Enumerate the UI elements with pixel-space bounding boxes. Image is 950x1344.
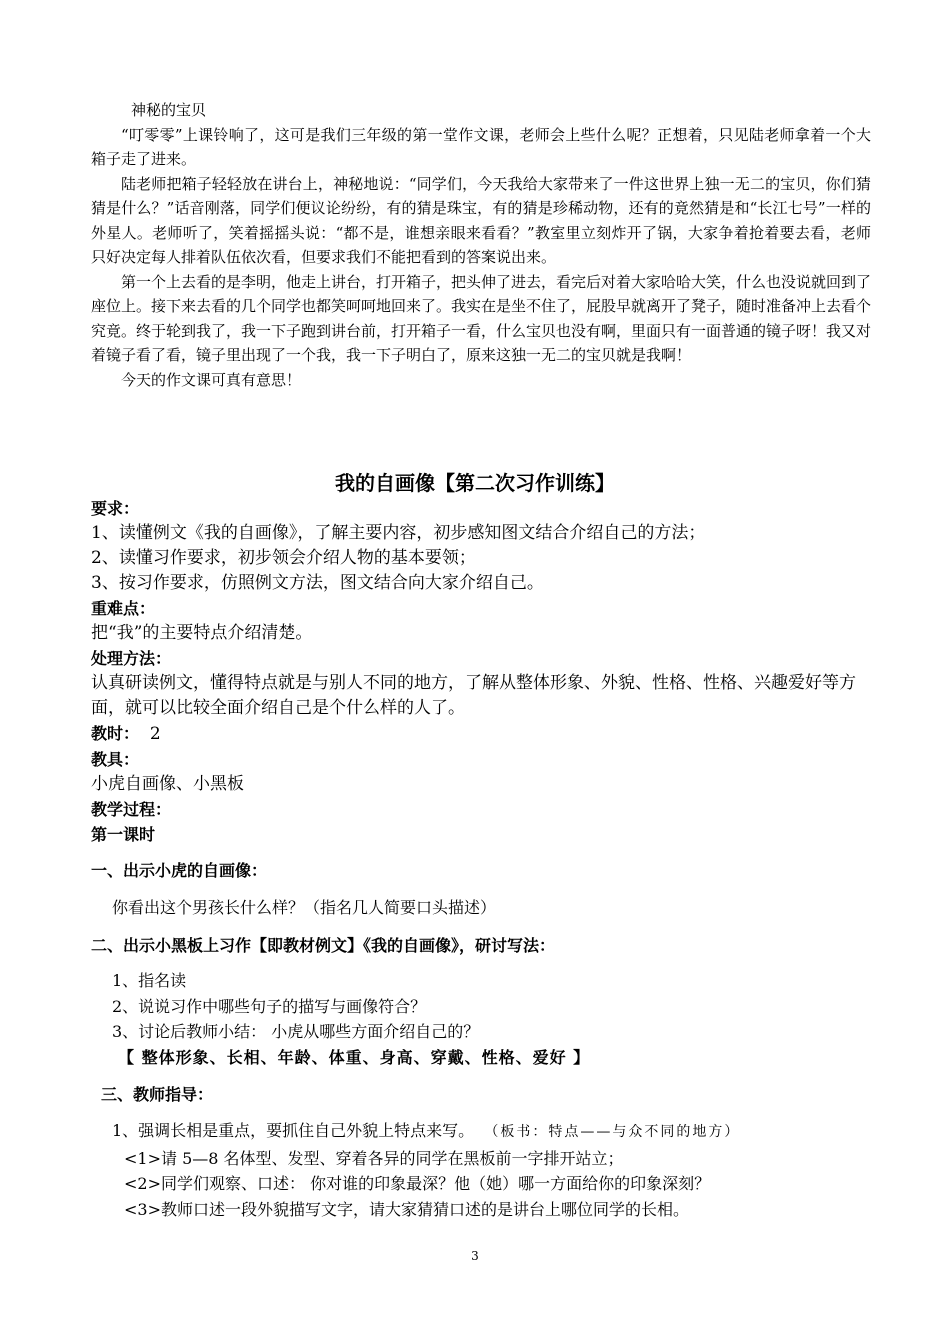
section-3-title: 三、教师指导： [101,1085,214,1104]
section-3-body [112,1118,740,1222]
lesson-heading: 我的自画像【第二次习作训练】 [335,471,615,495]
section-2-summary: 【 整体形象、长相、年龄、体重、身高、穿戴、性格、爱好 】 [118,1047,591,1067]
lesson-plan [91,496,881,847]
tools-text: 小虎自画像、小黑板 [91,774,244,794]
section-2-item: 3、讨论后教师小结： 小虎从哪些方面介绍自己的？ [112,1022,480,1041]
section-1-title: 一、出示小虎的自画像： [91,861,268,880]
essay-paragraph: 陆老师把箱子轻轻放在讲台上，神秘地说：“同学们，今天我给大家带来了一件这世界上独一无二的宝贝，你们猜猜是什么？”话音刚落，同学们便议论纷纷，有的猜是珠宝，有的猜是珍稀动物，还有的竟然猜是和“长江七号”一样的外星人。老师听了，笑着摇摇头说：“都不是，谁想亲眼来看看？”教室里立刻炸开了锅，大家争着抢着要去看，老师只好决定每人排着队伍依次看，但要求我们不能把看到的答案说出来。 [91,174,871,266]
section-2-item: 2、说说习作中哪些句子的描写与画像符合？ [112,996,427,1016]
section-3-subitem: <2>同学们观察、口述： 你对谁的印象最深？他（她）哪一方面给你的印象深刻？ [124,1174,711,1193]
method-text: 认真研读例文，懂得特点就是与别人不同的地方，了解从整体形象、外貌、性格、性格、兴趣爱好等方面，就可以比较全面介绍自己是个什么样的人了。 [91,673,856,718]
requirement-item: 1、读懂例文《我的自画像》，了解主要内容，初步感知图文结合介绍自己的方法； [91,523,706,543]
board-note: （板书：特点——与众不同的地方） [484,1124,741,1140]
hours-value: 2 [149,724,161,744]
requirements-label: 要求： [91,499,140,518]
section-2-title: 二、出示小黑板上习作【即教材例文】《我的自画像》，研讨写法： [91,936,556,955]
hours-line [91,721,881,747]
section-1-text: 你看出这个男孩长什么样？（指名几人简要口头描述） [112,898,497,917]
essay-paragraph: 今天的作文课可真有意思！ [121,370,302,389]
section-3-item [112,1118,740,1146]
section-2-body [112,968,590,1070]
key-points-label: 重难点： [91,599,156,618]
essay-paragraph: 第一个上去看的是李明，他走上讲台，打开箱子，把头伸了进去，看完后对着大家哈哈大笑，什么也没说就回到了座位上。接下来去看的几个同学也都笑呵呵地回来了。我实在是坐不住了，屁股早就离开了凳子，随时准备冲上去看个究竟。终于轮到我了，我一下子跑到讲台前，打开箱子一看，什么宝贝也没有啊，里面只有一面普通的镜子呀！我又对着镜子看了看，镜子里出现了一个我，我一下子明白了，原来这独一无二的宝贝就是我啊！ [91,272,872,364]
requirement-item: 3、按习作要求，仿照例文方法，图文结合向大家介绍自己。 [91,573,544,593]
essay-section [91,98,871,392]
section-3-subitem: <1>请 5—8 名体型、发型、穿着各异的同学在黑板前一字排开站立； [124,1148,624,1168]
essay-title: 神秘的宝贝 [131,101,207,119]
process-label: 教学过程： [91,800,172,819]
key-points-text: 把“我”的主要特点介绍清楚。 [91,623,313,643]
hours-label: 教时： [91,724,140,743]
essay-paragraph: “叮零零”上课铃响了，这可是我们三年级的第一堂作文课，老师会上些什么呢？正想着，只见陆老师拿着一个大箱子走了进来。 [91,125,871,168]
tools-label: 教具： [91,750,140,769]
method-label: 处理方法： [91,649,172,668]
page-number: 3 [471,1249,479,1263]
section-3-subitem: <3>教师口述一段外貌描写文字，请大家猜猜口述的是讲台上哪位同学的长相。 [124,1199,689,1219]
section-1-body [112,895,496,921]
requirement-item: 2、读懂习作要求，初步领会介绍人物的基本要领； [91,548,476,568]
section-3-item-text: 1、强调长相是重点，要抓住自己外貌上特点来写。 [112,1121,475,1140]
first-class-label: 第一课时 [91,825,156,844]
section-2-item: 1、指名读 [112,971,187,990]
